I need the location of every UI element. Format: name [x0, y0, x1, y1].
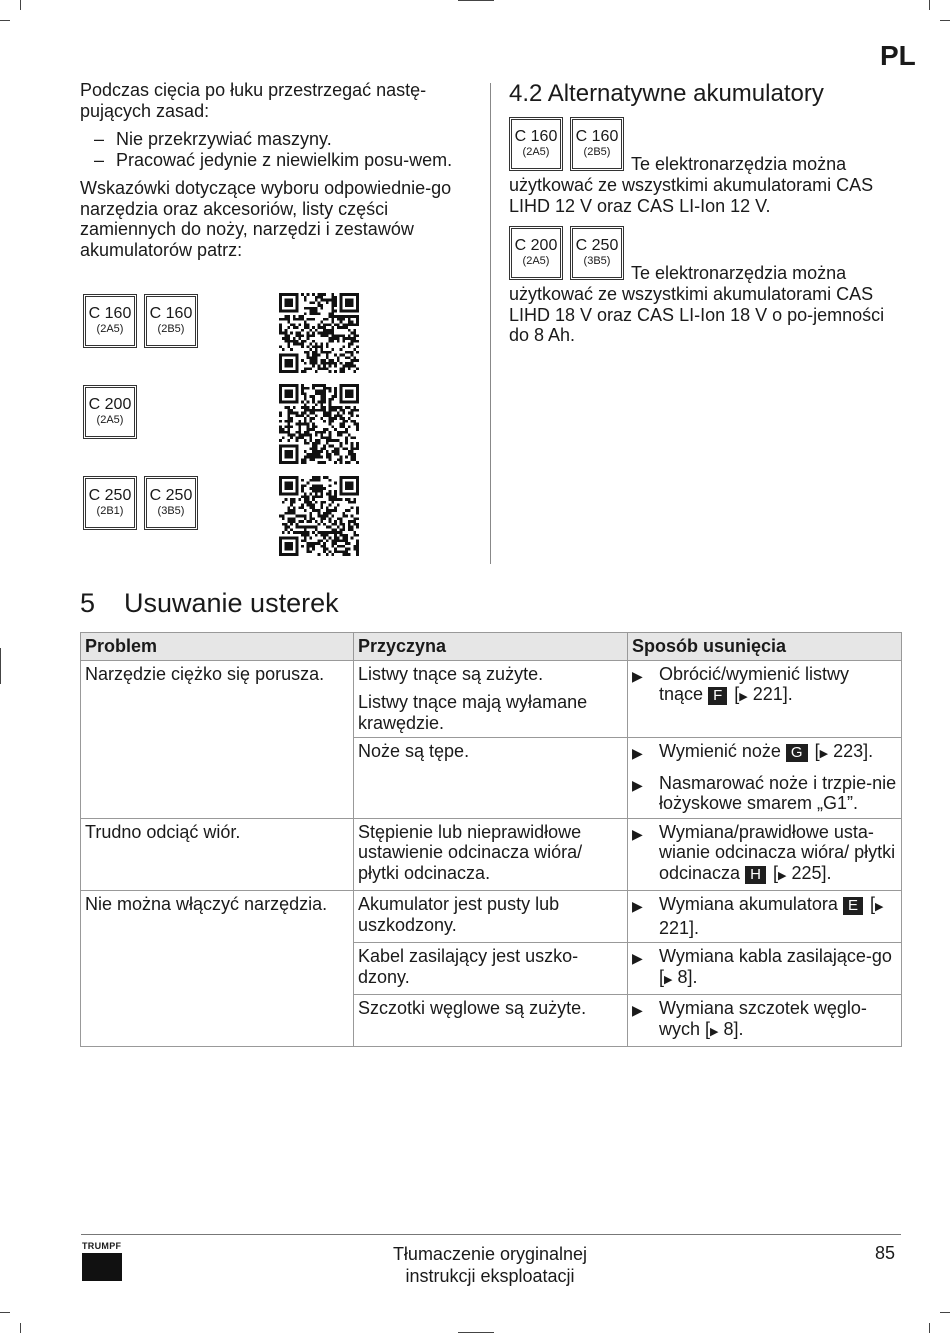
remedy-cell: [628, 943, 902, 995]
model-badge: [144, 476, 198, 530]
footer-line-1: Tłumaczenie oryginalnej: [392, 1244, 588, 1264]
bullet-item: [80, 129, 475, 150]
remedy-text: Obrócić/wymienić listwy tnące: [659, 663, 850, 704]
model-badge: [570, 226, 624, 280]
column-divider: [490, 83, 491, 564]
model-code: (2A5): [96, 323, 124, 335]
remedy-body: Wymiana akumulatora E [▶ 221].: [659, 894, 884, 938]
arrow-bullet-icon: ▶: [632, 776, 643, 793]
language-tag: PL: [880, 40, 916, 71]
bullet-item: [80, 150, 475, 171]
battery-text-first-line: Te elektronarzędzia można: [631, 263, 847, 283]
page-ref-link[interactable]: 223: [833, 741, 864, 761]
model-badge: [83, 294, 137, 348]
model-badge: [83, 385, 137, 439]
remedy-cell: [628, 738, 902, 819]
remedy-item: [632, 664, 897, 708]
remedy-cell: [628, 995, 902, 1047]
model-name: C 250: [88, 487, 132, 504]
page-ref-link[interactable]: 225: [791, 862, 822, 883]
brand-logo-bar: [82, 1253, 122, 1281]
cause-text: Akumulator jest pusty lub uszkodzony.: [358, 894, 560, 935]
page-ref-arrow-icon: ▶: [777, 869, 787, 882]
model-name: C 200: [88, 396, 132, 413]
bullet-dash: –: [94, 149, 105, 170]
model-code: (2A5): [522, 146, 550, 158]
page-ref-link[interactable]: 221: [752, 684, 783, 704]
qr-code: [279, 384, 359, 464]
remedy-text: Wymiana akumulatora: [659, 894, 838, 914]
model-code: (3B5): [157, 505, 185, 517]
qr-code: [279, 293, 359, 373]
section-title: Usuwanie usterek: [124, 588, 339, 618]
remedy-item: [632, 741, 897, 765]
model-badge: [83, 476, 137, 530]
page-ref-link[interactable]: 8: [677, 966, 688, 987]
page-ref-arrow-icon: ▶: [819, 748, 829, 760]
model-name: C 160: [149, 305, 193, 322]
figure-key: H: [745, 866, 766, 884]
model-badge: [509, 226, 563, 280]
model-badge: [144, 294, 198, 348]
bullet-text: Nie przekrzywiać maszyny.: [116, 129, 332, 149]
model-name: C 160: [575, 128, 619, 145]
cause-cell: [354, 660, 628, 738]
cause-cell: [354, 738, 628, 819]
qr-code: [279, 476, 359, 556]
model-code: (2B5): [157, 323, 185, 335]
remedy-item: [632, 998, 897, 1042]
problem-cell: Trudno odciąć wiór.: [81, 818, 354, 891]
arrow-bullet-icon: ▶: [632, 745, 643, 761]
model-code: (2A5): [96, 414, 124, 426]
battery-text: użytkować ze wszystkimi akumulatorami CAS LIHD 12 V oraz CAS LI-Ion 12 V.: [509, 175, 874, 216]
remedy-item: [632, 946, 897, 990]
remedy-text: Wymiana/prawidłowe usta-wianie odcinacza wióra/ płytki odcinacza: [659, 821, 896, 883]
problem-cell: Nie można włączyć narzędzia.: [81, 891, 354, 943]
footer-title: [370, 1243, 610, 1287]
table-row: [81, 943, 902, 995]
page-ref-link[interactable]: 8: [723, 1018, 734, 1039]
model-name: C 250: [575, 237, 619, 254]
model-code: (2B5): [583, 146, 611, 158]
hints-text: Wskazówki dotyczące wyboru odpowiednie-go narzędzia oraz akcesoriów, listy części zamiennych do noży, narzędzi i zestawów akumulatorów patrz:: [80, 178, 452, 260]
model-name: C 200: [514, 237, 558, 254]
problem-cell: Narzędzie ciężko się porusza.: [81, 660, 354, 738]
arrow-bullet-icon: ▶: [632, 950, 643, 966]
arrow-bullet-icon: ▶: [632, 825, 643, 842]
section-number: 5: [80, 588, 96, 618]
cause-text: Szczotki węglowe są zużyte.: [358, 998, 587, 1018]
remedy-text: Wymienić noże: [659, 741, 781, 761]
remedy-body: Wymienić noże G [▶ 223].: [659, 741, 874, 761]
remedy-item: [632, 894, 897, 938]
remedy-body: Wymiana szczotek węglo-wych [▶ 8].: [659, 998, 867, 1039]
table-row: [81, 995, 902, 1047]
model-code: (2B1): [96, 505, 124, 517]
cause-cell: [354, 943, 628, 995]
problem-cell: [81, 995, 354, 1047]
figure-key: F: [708, 687, 727, 705]
model-name: C 160: [88, 305, 132, 322]
remedy-body: Obrócić/wymienić listwy tnące F [▶ 221].: [659, 663, 850, 704]
cause-cell: [354, 818, 628, 891]
cause-text: Noże są tępe.: [358, 741, 470, 761]
problem-cell: [81, 738, 354, 819]
cause-text: Stępienie lub nieprawidłowe ustawienie odcinacza wióra/ płytki odcinacza.: [358, 821, 583, 883]
footer-line-2: instrukcji eksploatacji: [405, 1266, 575, 1286]
header-remedy: Sposób usunięcia: [628, 633, 902, 661]
remedy-cell: [628, 891, 902, 943]
header-problem: Problem: [81, 633, 354, 661]
table-row: [81, 738, 902, 819]
troubleshooting-table: [80, 632, 902, 1047]
cause-text: Listwy tnące mają wyłamane krawędzie.: [358, 692, 588, 733]
remedy-cell: [628, 660, 902, 738]
model-code: (2A5): [522, 255, 550, 267]
arrow-bullet-icon: ▶: [632, 898, 643, 914]
remedy-body: [659, 773, 897, 814]
remedy-text: Wymiana szczotek węglo-wych: [659, 998, 867, 1039]
figure-key: E: [843, 897, 863, 915]
remedy-text: Wymiana kabla zasilające-go: [659, 946, 892, 966]
arrow-bullet-icon: ▶: [632, 667, 643, 684]
page-ref-arrow-icon: ▶: [710, 1025, 719, 1038]
section-5-heading: [80, 588, 339, 619]
cause-text: Kabel zasilający jest uszko-dzony.: [358, 946, 579, 987]
bullet-text: Pracować jedynie z niewielkim posu-wem.: [116, 149, 453, 170]
model-badge: [509, 117, 563, 171]
remedy-body: Wymiana kabla zasilające-go [▶ 8].: [659, 946, 892, 987]
bullet-list: [80, 129, 475, 170]
arrow-bullet-icon: ▶: [632, 1002, 643, 1018]
section-4-2-heading: 4.2 Alternatywne akumulatory: [509, 80, 824, 107]
page-ref-arrow-icon: ▶: [664, 973, 673, 986]
table-row: [81, 660, 902, 738]
left-column: [80, 80, 475, 268]
model-badge: [570, 117, 624, 171]
page-ref-arrow-icon: ▶: [874, 901, 884, 913]
battery-text-first-line: Te elektronarzędzia można: [631, 154, 847, 174]
bullet-dash: –: [94, 129, 105, 149]
page-ref-link[interactable]: 221: [659, 917, 690, 938]
header-cause: Przyczyna: [354, 633, 628, 661]
problem-cell: [81, 943, 354, 995]
remedy-item: [632, 822, 897, 887]
footer-rule: [81, 1234, 901, 1235]
model-code: (3B5): [583, 255, 611, 267]
table-row: [81, 891, 902, 943]
remedy-cell: [628, 818, 902, 891]
cause-text: Listwy tnące są zużyte.: [358, 663, 544, 684]
remedy-item: [632, 773, 897, 814]
page-number: 85: [875, 1243, 896, 1263]
cause-cell: [354, 995, 628, 1047]
remedy-text: Nasmarować noże i trzpie-nie łożyskowe smarem „G1”.: [659, 772, 897, 813]
table-row: [81, 818, 902, 891]
page-ref-arrow-icon: ▶: [739, 691, 748, 703]
model-name: C 160: [514, 128, 558, 145]
intro-text: Podczas cięcia po łuku przestrzegać nastę-pujących zasad:: [80, 80, 427, 121]
brand-logo-text: TRUMPF: [82, 1241, 122, 1251]
remedy-body: Wymiana/prawidłowe usta-wianie odcinacza wióra/ płytki odcinacza H [▶ 225].: [659, 821, 896, 883]
battery-text: użytkować ze wszystkimi akumulatorami CAS LIHD 18 V oraz CAS LI-Ion 18 V o po-jemności do 8 Ah.: [509, 284, 885, 345]
figure-key: G: [786, 744, 808, 762]
model-name: C 250: [149, 487, 193, 504]
cause-cell: [354, 891, 628, 943]
